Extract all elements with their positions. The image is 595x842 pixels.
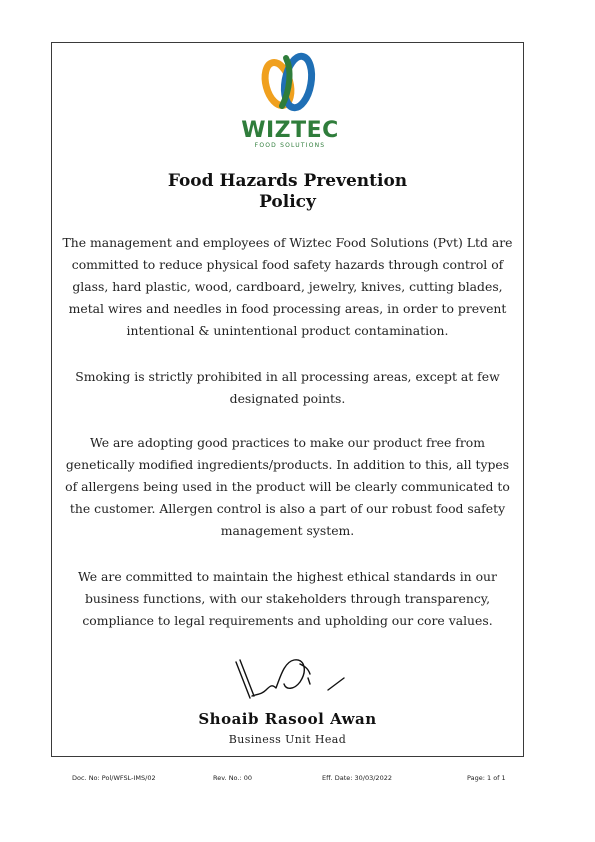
policy-paragraph-physical-hazards: The management and employees of Wiztec Food Solutions (Pvt) Ltd are committed to reduce physical food safety hazards through control of glass, hard plastic, wood, cardboard, jewelry, knives, cutting blades, metal wires and needles in food processing areas, in order to prevent intentional & unintentional product contamination. bbox=[62, 235, 513, 338]
policy-paragraph-ethics: We are committed to maintain the highest ethical standards in our business functions, with our stakeholders through transparency, compliance to legal requirements and upholding our core values. bbox=[78, 569, 497, 628]
footer-rev-no: Rev. No.: 00 bbox=[213, 774, 253, 782]
footer-doc-no: Doc. No: Pol/WFSL-IMS/02 bbox=[72, 774, 156, 782]
wiztec-logo-icon bbox=[252, 50, 328, 116]
policy-paragraph-smoking: Smoking is strictly prohibited in all processing areas, except at few designated points. bbox=[75, 369, 500, 406]
signatory-role: Business Unit Head bbox=[228, 733, 347, 746]
logo-tagline: FOOD SOLUTIONS bbox=[254, 142, 326, 149]
logo-wordmark: WIZTEC bbox=[241, 118, 339, 143]
signatory-name: Shoaib Rasool Awan bbox=[198, 710, 377, 728]
policy-title-line2: Policy bbox=[259, 192, 316, 212]
policy-title-line1: Food Hazards Prevention bbox=[167, 171, 408, 191]
company-logo bbox=[240, 50, 340, 150]
policy-paragraph-allergens: We are adopting good practices to make our product free from genetically modified ingredients/products. In addition to this, all types of allergens being used in the product will be clearly communicated to the customer. Allergen control is also a part of our robust food safety management system. bbox=[65, 435, 510, 538]
footer-page: Page: 1 of 1 bbox=[467, 774, 506, 782]
footer-eff-date: Eff. Date: 30/03/2022 bbox=[322, 774, 392, 782]
handwritten-signature bbox=[228, 654, 358, 704]
